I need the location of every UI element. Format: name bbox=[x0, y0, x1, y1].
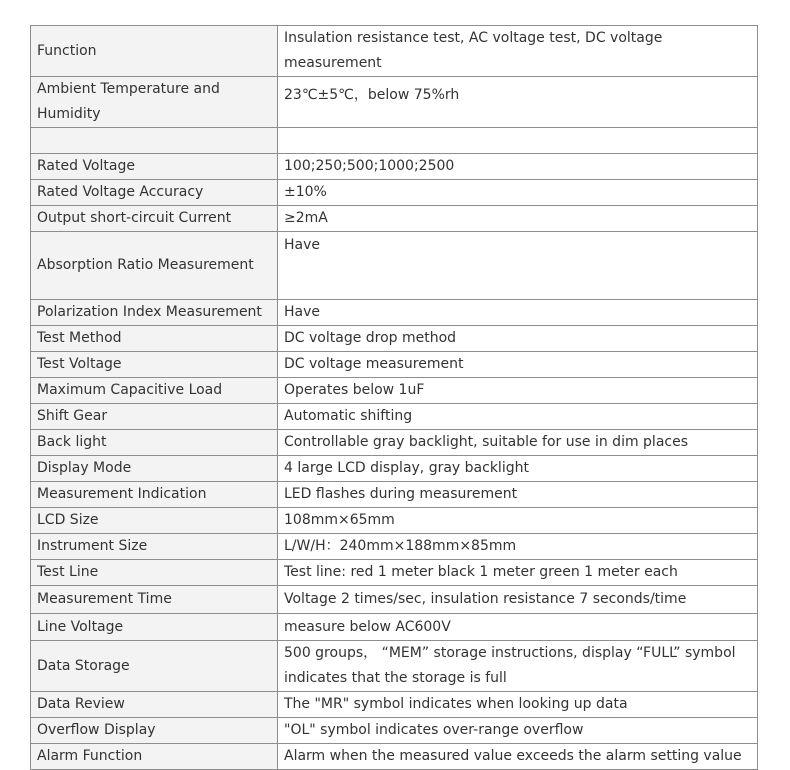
row-label: Shift Gear bbox=[31, 404, 278, 430]
row-label: Measurement Indication bbox=[31, 482, 278, 508]
row-label: Display Mode bbox=[31, 456, 278, 482]
row-value: Operates below 1uF bbox=[278, 378, 758, 404]
table-row bbox=[31, 692, 758, 718]
row-label bbox=[31, 128, 278, 154]
table-row bbox=[31, 154, 758, 180]
row-label: Output short-circuit Current bbox=[31, 206, 278, 232]
table-row bbox=[31, 300, 758, 326]
spec-table bbox=[30, 25, 758, 770]
row-label: Function bbox=[31, 26, 278, 77]
row-value: Voltage 2 times/sec, insulation resistance 7 seconds/time bbox=[278, 586, 758, 614]
row-value: Have bbox=[278, 300, 758, 326]
table-row bbox=[31, 26, 758, 77]
table-row bbox=[31, 232, 758, 300]
row-value: Test line: red 1 meter black 1 meter green 1 meter each bbox=[278, 560, 758, 586]
row-value: 500 groups， “MEM” storage instructions, display “FULL” symbol indicates that the storage is full bbox=[278, 641, 758, 692]
row-label: Overflow Display bbox=[31, 718, 278, 744]
table-row bbox=[31, 77, 758, 128]
table-row bbox=[31, 641, 758, 692]
table-row bbox=[31, 560, 758, 586]
row-value: Controllable gray backlight, suitable for use in dim places bbox=[278, 430, 758, 456]
row-value: 4 large LCD display, gray backlight bbox=[278, 456, 758, 482]
table-row bbox=[31, 744, 758, 770]
table-row bbox=[31, 352, 758, 378]
table-row bbox=[31, 508, 758, 534]
table-row bbox=[31, 718, 758, 744]
table-row bbox=[31, 180, 758, 206]
table-row bbox=[31, 482, 758, 508]
row-label: Test Method bbox=[31, 326, 278, 352]
row-label: Polarization Index Measurement bbox=[31, 300, 278, 326]
row-label: LCD Size bbox=[31, 508, 278, 534]
row-value: ≥2mA bbox=[278, 206, 758, 232]
row-value: 100;250;500;1000;2500 bbox=[278, 154, 758, 180]
row-label: Test Voltage bbox=[31, 352, 278, 378]
row-value: Alarm when the measured value exceeds the alarm setting value bbox=[278, 744, 758, 770]
row-label: Rated Voltage Accuracy bbox=[31, 180, 278, 206]
row-value: "OL" symbol indicates over-range overflow bbox=[278, 718, 758, 744]
table-row bbox=[31, 378, 758, 404]
row-label: Maximum Capacitive Load bbox=[31, 378, 278, 404]
table-row bbox=[31, 586, 758, 614]
row-value: Automatic shifting bbox=[278, 404, 758, 430]
row-label: Ambient Temperature and Humidity bbox=[31, 77, 278, 128]
row-value: 108mm×65mm bbox=[278, 508, 758, 534]
row-value: LED flashes during measurement bbox=[278, 482, 758, 508]
table-row bbox=[31, 206, 758, 232]
table-row bbox=[31, 534, 758, 560]
row-label: Back light bbox=[31, 430, 278, 456]
row-value: The "MR" symbol indicates when looking up data bbox=[278, 692, 758, 718]
row-value: Have bbox=[278, 232, 758, 300]
row-label: Instrument Size bbox=[31, 534, 278, 560]
row-value: 23℃±5℃，below 75%rh bbox=[278, 77, 758, 128]
row-value: ±10% bbox=[278, 180, 758, 206]
table-row bbox=[31, 128, 758, 154]
row-value bbox=[278, 128, 758, 154]
table-row bbox=[31, 326, 758, 352]
table-row bbox=[31, 404, 758, 430]
row-label: Rated Voltage bbox=[31, 154, 278, 180]
table-row bbox=[31, 430, 758, 456]
row-label: Alarm Function bbox=[31, 744, 278, 770]
row-label: Data Review bbox=[31, 692, 278, 718]
row-value: DC voltage measurement bbox=[278, 352, 758, 378]
row-value: L/W/H：240mm×188mm×85mm bbox=[278, 534, 758, 560]
row-label: Test Line bbox=[31, 560, 278, 586]
table-row bbox=[31, 614, 758, 641]
row-label: Line Voltage bbox=[31, 614, 278, 641]
row-label: Absorption Ratio Measurement bbox=[31, 232, 278, 300]
row-value: measure below AC600V bbox=[278, 614, 758, 641]
row-value: DC voltage drop method bbox=[278, 326, 758, 352]
row-value: Insulation resistance test, AC voltage test, DC voltage measurement bbox=[278, 26, 758, 77]
table-row bbox=[31, 456, 758, 482]
spec-table-body bbox=[31, 26, 758, 770]
row-label: Data Storage bbox=[31, 641, 278, 692]
row-label: Measurement Time bbox=[31, 586, 278, 614]
